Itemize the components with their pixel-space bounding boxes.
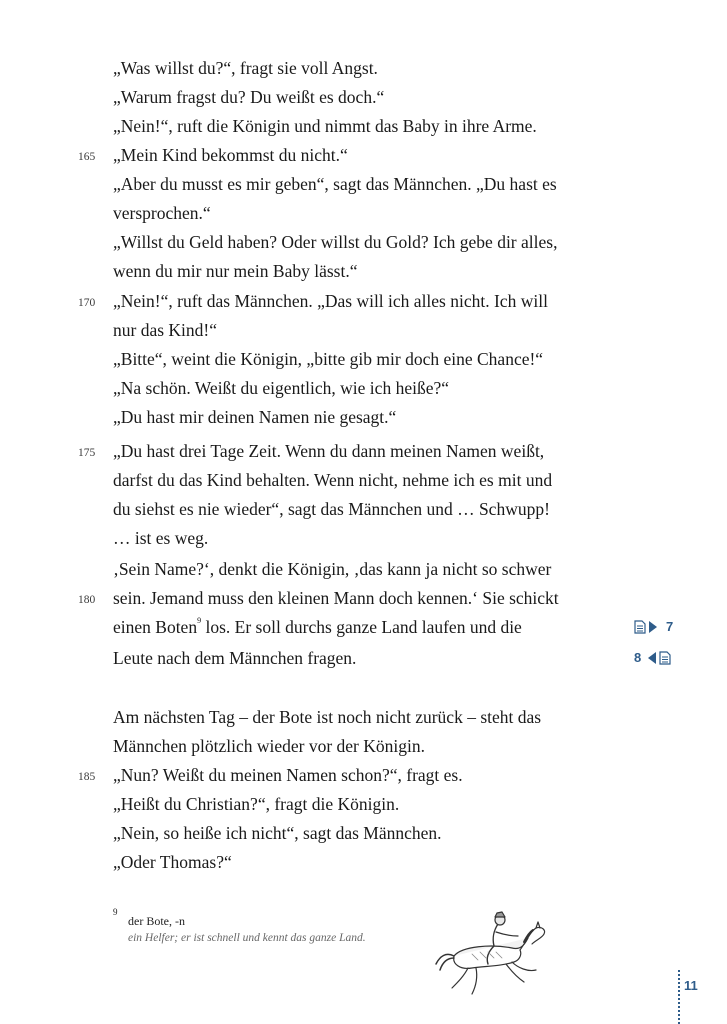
text-line: „Willst du Geld haben? Oder willst du Gold? Ich gebe dir alles, bbox=[113, 232, 558, 252]
text-line: Männchen plötzlich wieder vor der Königin. bbox=[113, 736, 425, 756]
text-line: „Nein!“, ruft die Königin und nimmt das Baby in ihre Arme. bbox=[113, 116, 537, 136]
text-line: „Na schön. Weißt du eigentlich, wie ich heiße?“ bbox=[113, 378, 449, 398]
text-line: ‚Sein Name?‘, denkt die Königin, ‚das kann ja nicht so schwer bbox=[113, 559, 552, 579]
line-number: 180 bbox=[78, 594, 96, 606]
text-line: „Oder Thomas?“ bbox=[113, 852, 232, 872]
text-line: „Bitte“, weint die Königin, „bitte gib mir doch eine Chance!“ bbox=[113, 349, 544, 369]
text-line: … ist es weg. bbox=[113, 528, 209, 548]
text-line: „Du hast mir deinen Namen nie gesagt.“ bbox=[113, 407, 397, 427]
line-number: 165 bbox=[78, 151, 96, 163]
text-segment: einen Boten bbox=[113, 617, 198, 637]
text-line: „Was willst du?“, fragt sie voll Angst. bbox=[113, 58, 378, 78]
text-line: „Heißt du Christian?“, fragt die Königin. bbox=[113, 794, 400, 814]
play-left-icon bbox=[648, 652, 656, 664]
text-line: nur das Kind!“ bbox=[113, 320, 218, 340]
text-line: Leute nach dem Männchen fragen. bbox=[113, 648, 357, 668]
text-line: sein. Jemand muss den kleinen Mann doch kennen.‘ Sie schickt bbox=[113, 588, 559, 608]
document-icon bbox=[634, 620, 646, 634]
text-segment: los. Er soll durchs ganze Land laufen und die bbox=[201, 617, 522, 637]
line-number: 175 bbox=[78, 447, 96, 459]
text-line: „Nun? Weißt du meinen Namen schon?“, fragt es. bbox=[113, 765, 463, 785]
text-line: „Mein Kind bekommst du nicht.“ bbox=[113, 145, 348, 165]
track-number: 8 bbox=[634, 650, 642, 665]
text-line bbox=[113, 613, 623, 642]
text-line: „Aber du musst es mir geben“, sagt das Männchen. „Du hast es bbox=[113, 174, 557, 194]
text-line: „Nein!“, ruft das Männchen. „Das will ich alles nicht. Ich will bbox=[113, 291, 548, 311]
text-line: du siehst es nie wieder“, sagt das Männchen und … Schwupp! bbox=[113, 499, 550, 519]
text-line: „Nein, so heiße ich nicht“, sagt das Männchen. bbox=[113, 823, 442, 843]
audio-track-start-marker[interactable] bbox=[634, 650, 671, 665]
page-number: 11 bbox=[684, 978, 698, 993]
document-icon bbox=[659, 651, 671, 665]
play-right-icon bbox=[649, 621, 657, 633]
text-line: Am nächsten Tag – der Bote ist noch nicht zurück – steht das bbox=[113, 707, 542, 727]
line-number: 170 bbox=[78, 297, 96, 309]
text-line: „Warum fragst du? Du weißt es doch.“ bbox=[113, 87, 385, 107]
text-line: darfst du das Kind behalten. Wenn nicht, nehme ich es mit und bbox=[113, 470, 553, 490]
line-number: 185 bbox=[78, 771, 96, 783]
text-line: versprochen.“ bbox=[113, 203, 211, 223]
horse-rider-illustration bbox=[432, 906, 552, 998]
footnote-number: 9 bbox=[113, 907, 118, 917]
footnote-definition: ein Helfer; er ist schnell und kennt das ganze Land. bbox=[128, 932, 366, 944]
footnote-reference[interactable]: 9 bbox=[197, 616, 202, 625]
footnote-term: der Bote, -n bbox=[128, 914, 185, 928]
text-line: wenn du mir nur mein Baby lässt.“ bbox=[113, 261, 358, 281]
audio-track-end-marker[interactable] bbox=[634, 619, 673, 634]
text-line: „Du hast drei Tage Zeit. Wenn du dann meinen Namen weißt, bbox=[113, 441, 545, 461]
page-margin-rule bbox=[678, 970, 680, 1024]
track-number: 7 bbox=[666, 619, 674, 634]
